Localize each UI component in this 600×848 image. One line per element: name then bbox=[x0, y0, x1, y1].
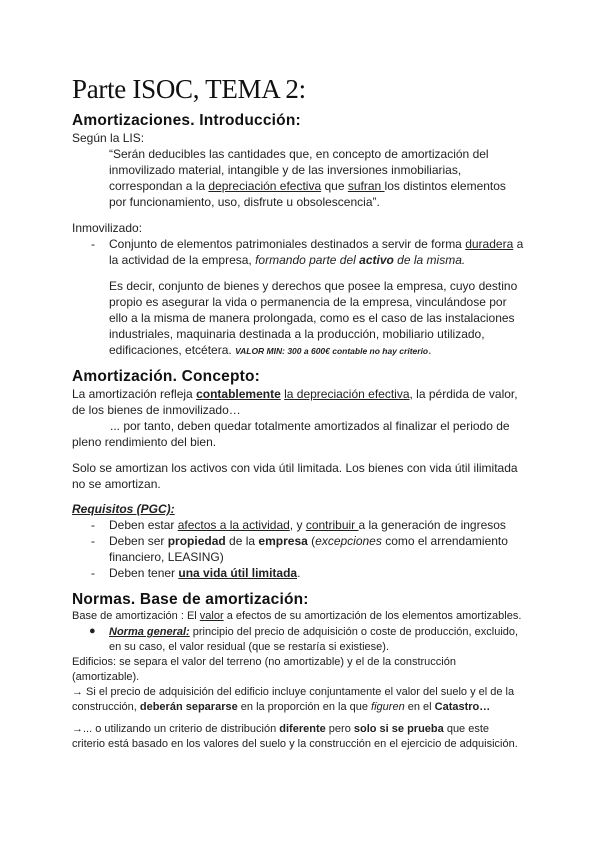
dash-marker: - bbox=[91, 566, 95, 580]
heading-amortizacion-concepto: Amortización. Concepto: bbox=[72, 368, 261, 385]
explanation-line-5: edificaciones, etcétera. VALOR MIN: 300 a 600€ contable no hay criterio. bbox=[109, 343, 432, 357]
quote-line-1: “Serán deducibles las cantidades que, en concepto de amortización del bbox=[109, 147, 489, 161]
concepto-line-4: pleno rendimiento del bien. bbox=[72, 435, 217, 449]
page-title: Parte ISOC, TEMA 2: bbox=[72, 74, 306, 104]
edificios-line-1: Edificios: se separa el valor del terreno (no amortizable) y el de la construcción bbox=[72, 656, 456, 668]
heading-normas-base: Normas. Base de amortización: bbox=[72, 591, 309, 608]
dash-marker: - bbox=[91, 237, 95, 251]
concepto-line-6: no se amortizan. bbox=[72, 477, 161, 491]
inmov-def-line-1: Conjunto de elementos patrimoniales destinados a servir de forma duradera a bbox=[109, 237, 524, 251]
concepto-line-5: Solo se amortizan los activos con vida útil limitada. Los bienes con vida útil ilimitada bbox=[72, 461, 518, 475]
requisito-3: Deben tener una vida útil limitada. bbox=[109, 566, 301, 580]
quote-line-2: inmovilizado material, intangible y de las inversiones inmobiliarias, bbox=[109, 163, 462, 177]
explanation-line-3: ello a la misma de manera prolongada, como es el caso de las instalaciones bbox=[109, 311, 515, 325]
heading-amortizaciones-introduccion: Amortizaciones. Introducción: bbox=[72, 112, 301, 129]
explanation-line-4: industriales, maquinaria destinada a la producción, mobiliario utilizado, bbox=[109, 327, 485, 341]
bullet-marker: ● bbox=[89, 625, 96, 637]
lis-intro: Según la LIS: bbox=[72, 131, 145, 145]
norma-general-line-2: en su caso, el valor residual (que se restaría si existiese). bbox=[109, 641, 390, 653]
inmovilizado-label: Inmovilizado: bbox=[72, 221, 143, 235]
base-amortizacion-line: Base de amortización : El valor a efectos de su amortización de los elementos amortizables. bbox=[72, 610, 522, 622]
concepto-line-1: La amortización refleja contablemente la depreciación efectiva, la pérdida de valor, bbox=[72, 387, 518, 401]
edificios-line-2: (amortizable). bbox=[72, 671, 140, 683]
arrow-note-2-line-1: →... o utilizando un criterio de distribución diferente pero solo si se prueba que este bbox=[72, 723, 490, 735]
requisito-1: Deben estar afectos a la actividad, y contribuir a la generación de ingresos bbox=[109, 518, 506, 532]
arrow-note-1-line-2: construcción, deberán separarse en la proporción en la que figuren en el Catastro… bbox=[72, 701, 491, 713]
arrow-note-1-line-1: → Si el precio de adquisición del edificio incluye conjuntamente el valor del suelo y el de la bbox=[72, 686, 515, 698]
quote-line-4: por funcionamiento, uso, disfrute u obsolescencia”. bbox=[109, 195, 380, 209]
requisitos-label: Requisitos (PGC): bbox=[72, 502, 175, 516]
dash-marker: - bbox=[91, 518, 95, 532]
concepto-line-2: de los bienes de inmovilizado… bbox=[72, 403, 241, 417]
requisito-2-line-2: financiero, LEASING) bbox=[109, 550, 224, 564]
dash-marker: - bbox=[91, 534, 95, 548]
inmov-def-line-2: la actividad de la empresa, formando parte del activo de la misma. bbox=[109, 253, 466, 267]
explanation-line-1: Es decir, conjunto de bienes y derechos que posee la empresa, cuyo destino bbox=[109, 279, 518, 293]
explanation-line-2: propio es asegurar la vida o permanencia de la empresa, vinculándose por bbox=[109, 295, 507, 309]
requisito-2-line-1: Deben ser propiedad de la empresa (excepciones como el arrendamiento bbox=[109, 534, 508, 548]
arrow-note-2-line-2: criterio está basado en los valores del suelo y la construcción en el ejercicio de adquisición. bbox=[72, 738, 518, 750]
concepto-line-3: ... por tanto, deben quedar totalmente amortizados al finalizar el periodo de bbox=[110, 419, 510, 433]
norma-general-line-1: Norma general: principio del precio de adquisición o coste de producción, excluido, bbox=[109, 626, 519, 638]
quote-line-3: correspondan a la depreciación efectiva que sufran los distintos elementos bbox=[109, 179, 506, 193]
